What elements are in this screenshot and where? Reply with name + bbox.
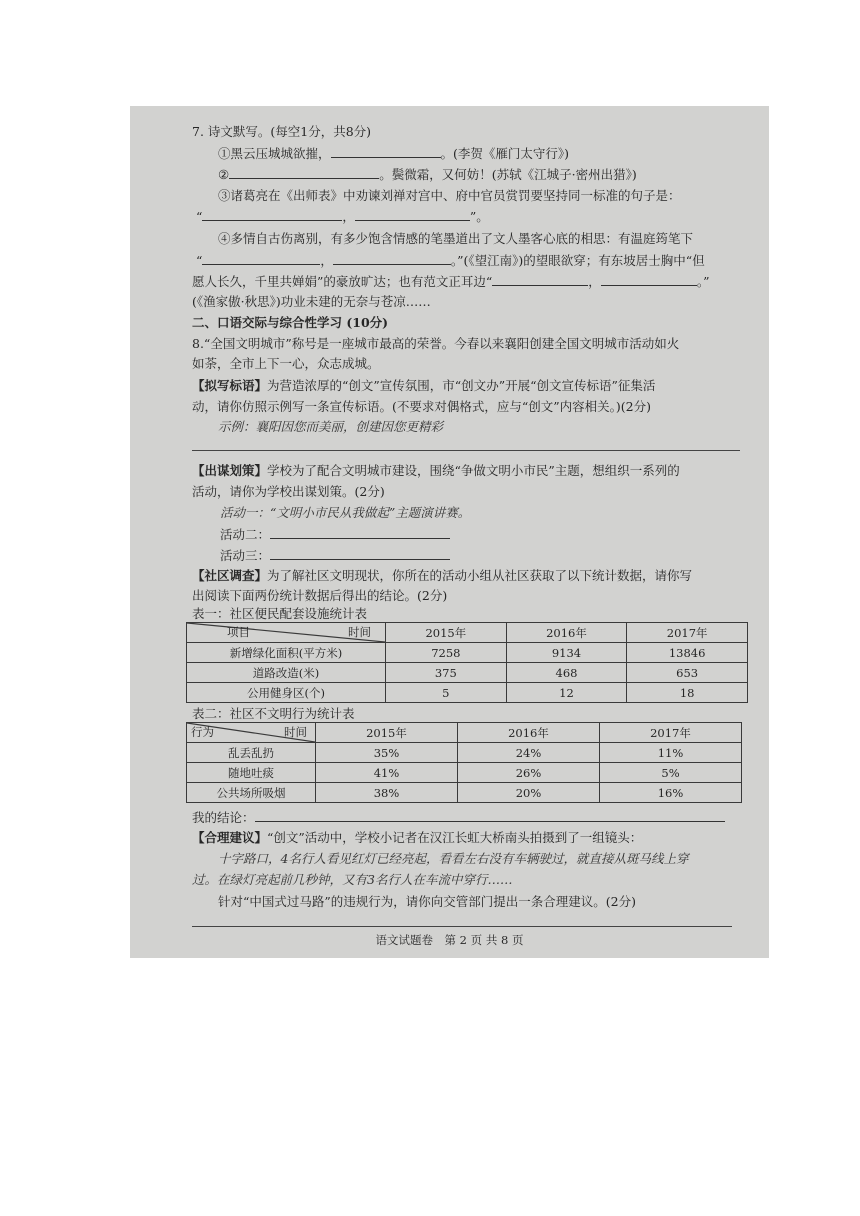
table2-title: 表二：社区不文明行为统计表 [192, 706, 355, 721]
q8-intro-1: 8.“全国文明城市”称号是一座城市最高的荣誉。今春以来襄阳创建全国文明城市活动如火 [192, 336, 680, 351]
table-row [187, 763, 742, 783]
section-2-title: 二、口语交际与综合性学习 (10分) [192, 315, 389, 330]
table-row [187, 683, 748, 703]
cell-value: 468 [506, 663, 627, 683]
survey-line2: 出阅读下面两份统计数据后得出的结论。(2分) [192, 588, 448, 603]
row-label: 随地吐痰 [187, 763, 316, 783]
advice-line2: 针对“中国式过马路”的违规行为，请你向交管部门提出一条合理建议。(2分) [218, 894, 636, 909]
q7-line6: “ ， 。”(《望江南》)的望眼欲穿；有东坡居士胸中“但 [196, 253, 705, 268]
conclusion-blank[interactable] [255, 809, 725, 822]
activity-3-blank[interactable] [270, 547, 450, 560]
cell-value: 375 [386, 663, 507, 683]
row-label: 道路改造(米) [187, 663, 386, 683]
slogan-answer-line[interactable] [192, 450, 740, 451]
q7-line1: ①黑云压城城欲摧， 。(李贺《雁门太守行》) [218, 146, 570, 161]
table2-header-row [187, 723, 742, 743]
table2-header-diag: 行为 时间 [187, 723, 316, 743]
table1-title: 表一：社区便民配套设施统计表 [192, 606, 368, 621]
table2-year: 2015年 [316, 723, 458, 743]
q7-line2: ② 。鬓微霜，又何妨！(苏轼《江城子·密州出猎》) [218, 167, 637, 182]
cell-value: 24% [458, 743, 600, 763]
slogan-example: 示例：襄阳因您而美丽，创建因您更精彩 [218, 419, 444, 434]
cell-value: 38% [316, 783, 458, 803]
slogan-tag: 【拟写标语】 [192, 378, 268, 393]
row-label: 新增绿化面积(平方米) [187, 643, 386, 663]
plan-line2: 活动，请你为学校出谋划策。(2分) [192, 484, 385, 499]
cell-value: 26% [458, 763, 600, 783]
cell-value: 7258 [386, 643, 507, 663]
cell-value: 41% [316, 763, 458, 783]
advice-answer-line[interactable] [192, 926, 732, 927]
cell-value: 20% [458, 783, 600, 803]
answer-blank[interactable] [601, 273, 697, 286]
cell-value: 35% [316, 743, 458, 763]
cell-value: 5 [386, 683, 507, 703]
plan-line1: 【出谋划策】学校为了配合文明城市建设，围绕“争做文明小市民”主题，想组织一系列的 [192, 463, 680, 478]
table-row [187, 643, 748, 663]
table-row [187, 743, 742, 763]
table1-year: 2017年 [627, 623, 748, 643]
slogan-line1: 【拟写标语】为营造浓厚的“创文”宣传氛围，市“创文办”开展“创文宣传标语”征集活 [192, 378, 656, 393]
activity-2: 活动二： [220, 526, 450, 543]
answer-blank[interactable] [333, 252, 451, 265]
q8-intro-2: 如荼，全市上下一心，众志成城。 [192, 356, 380, 371]
answer-blank[interactable] [202, 252, 320, 265]
table1-year: 2015年 [386, 623, 507, 643]
table-row [187, 783, 742, 803]
advice-tag: 【合理建议】 [192, 830, 268, 845]
cell-value: 16% [600, 783, 742, 803]
answer-blank[interactable] [229, 166, 379, 179]
answer-blank[interactable] [492, 273, 588, 286]
q7-line5: ④多情自古伤离别，有多少饱含情感的笔墨道出了文人墨客心底的相思：有温庭筠笔下 [218, 231, 694, 246]
scene-line1: 十字路口，4名行人看见红灯已经亮起，看看左右没有车辆驶过，就直接从斑马线上穿 [218, 851, 689, 866]
activity-2-blank[interactable] [270, 526, 450, 539]
q7-title: 7. 诗文默写。(每空1分，共8分) [192, 124, 372, 139]
row-label: 公共场所吸烟 [187, 783, 316, 803]
table2-year: 2016年 [458, 723, 600, 743]
conclusion-line: 我的结论： [192, 809, 725, 826]
cell-value: 13846 [627, 643, 748, 663]
table1 [186, 622, 748, 703]
q7-line7: 愿人长久，千里共婵娟”的豪放旷达；也有范文正耳边“ ， 。” [192, 274, 710, 289]
page-footer: 语文试题卷 第 2 页 共 8 页 [375, 933, 524, 947]
activity-1: 活动一：“文明小市民从我做起”主题演讲赛。 [220, 505, 471, 520]
answer-blank[interactable] [202, 208, 342, 221]
cell-value: 653 [627, 663, 748, 683]
plan-tag: 【出谋划策】 [192, 463, 268, 478]
survey-line1: 【社区调查】为了解社区文明现状，你所在的活动小组从社区获取了以下统计数据，请你写 [192, 568, 693, 583]
table-row [187, 663, 748, 683]
table2 [186, 722, 742, 803]
q7-line3: ③诸葛亮在《出师表》中劝谏刘禅对宫中、府中官员赏罚要坚持同一标准的句子是： [218, 188, 681, 203]
table2-year: 2017年 [600, 723, 742, 743]
activity-3: 活动三： [220, 547, 450, 564]
q7-line4: “ ， ”。 [196, 209, 489, 224]
scene-line2: 过。在绿灯亮起前几秒钟，又有3名行人在车流中穿行…… [192, 872, 513, 887]
table1-year: 2016年 [506, 623, 627, 643]
cell-value: 11% [600, 743, 742, 763]
answer-blank[interactable] [355, 208, 470, 221]
row-label: 乱丢乱扔 [187, 743, 316, 763]
answer-blank[interactable] [331, 145, 441, 158]
q7-line8: (《渔家傲·秋思》)功业未建的无奈与苍凉…… [192, 294, 431, 309]
exam-page [130, 106, 769, 958]
cell-value: 18 [627, 683, 748, 703]
row-label: 公用健身区(个) [187, 683, 386, 703]
cell-value: 9134 [506, 643, 627, 663]
survey-tag: 【社区调查】 [192, 568, 268, 583]
table1-header-diag: 项目 时间 [187, 623, 386, 643]
slogan-line2: 动，请你仿照示例写一条宣传标语。(不要求对偶格式，应与“创文”内容相关。)(2分) [192, 399, 651, 414]
cell-value: 5% [600, 763, 742, 783]
table1-header-row [187, 623, 748, 643]
advice-line1: 【合理建议】“创文”活动中，学校小记者在汉江长虹大桥南头拍摄到了一组镜头： [192, 830, 643, 845]
cell-value: 12 [506, 683, 627, 703]
